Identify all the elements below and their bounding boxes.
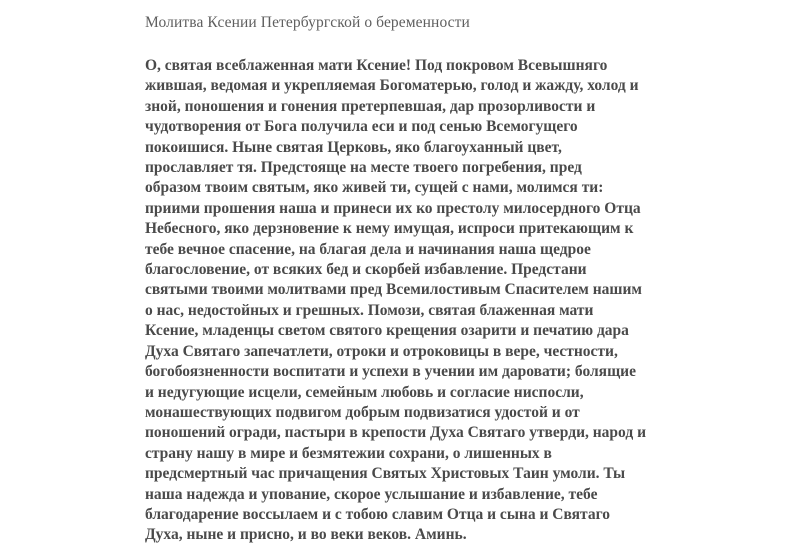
document-title: Молитва Ксении Петербургской о беременности [145,14,470,31]
text-line: О, святая всеблаженная мати Ксение! Под покровом Всевышняго [145,57,608,74]
text-line: святыми твоими молитвами пред Всемилостивым Спасителем нашим [145,281,642,299]
text-line: приими прошения наша и принеси их ко престолу милосердного Отца [145,199,641,217]
text-line: и недугующие исцели, семейным любовь и согласие ниспосли, [145,383,584,401]
text-line: жившая, ведомая и укрепляемая Богоматерью, голод и жажду, холод и [145,77,639,95]
text-line: монашествующих подвигом добрым подвизатися удостой и от [145,403,580,421]
text-line: тебе вечное спасение, на благая дела и начинания наша щедрое [145,240,591,258]
text-line: чудотворения от Бога получила еси и под сенью Всемогущего [145,118,578,136]
text-line: благодарение воссылаем и с тобою славим Отца и сына и Святаго [145,505,610,523]
text-line: Духа, ныне и присно, и во веки веков. Аминь. [145,526,467,544]
text-line: предсмертный час причащения Святых Христовых Таин умоли. Ты [145,465,626,483]
text-line: прославляет тя. Предстояще на месте твоего погребения, пред [145,159,582,177]
text-line: богобоязненности воспитати и успехи в учении им даровати; болящие [145,363,636,381]
text-line: покоишися. Ныне святая Церковь, яко благоуханный цвет, [145,138,562,156]
text-line: поношений огради, пастыри в крепости Духа Святаго утверди, народ и [145,424,646,442]
text-line: образом твоим святым, яко живей ти, сущей с нами, молимся ти: [145,179,604,197]
text-line: о нас, недостойных и грешных. Помози, святая блаженная мати [145,301,594,319]
prayer-text [145,56,646,546]
text-line: наша надежда и упование, скорое услышание и избавление, тебе [145,485,598,503]
text-line: Небесного, яко дерзновение к нему имущая, испроси притекающим к [145,220,634,238]
text-line: страну нашу в мире и безмятежии сохрани, о лишенных в [145,444,552,462]
text-line: Духа Святаго запечатлети, отроки и отроковицы в вере, честности, [145,342,618,360]
text-line: Ксение, младенцы светом святого крещения озарити и печатию дара [145,322,629,340]
text-line: зной, поношения и гонения претерпевшая, дар прозорливости и [145,97,596,115]
text-line: благословение, от всяких бед и скорбей избавление. Предстани [145,261,587,279]
